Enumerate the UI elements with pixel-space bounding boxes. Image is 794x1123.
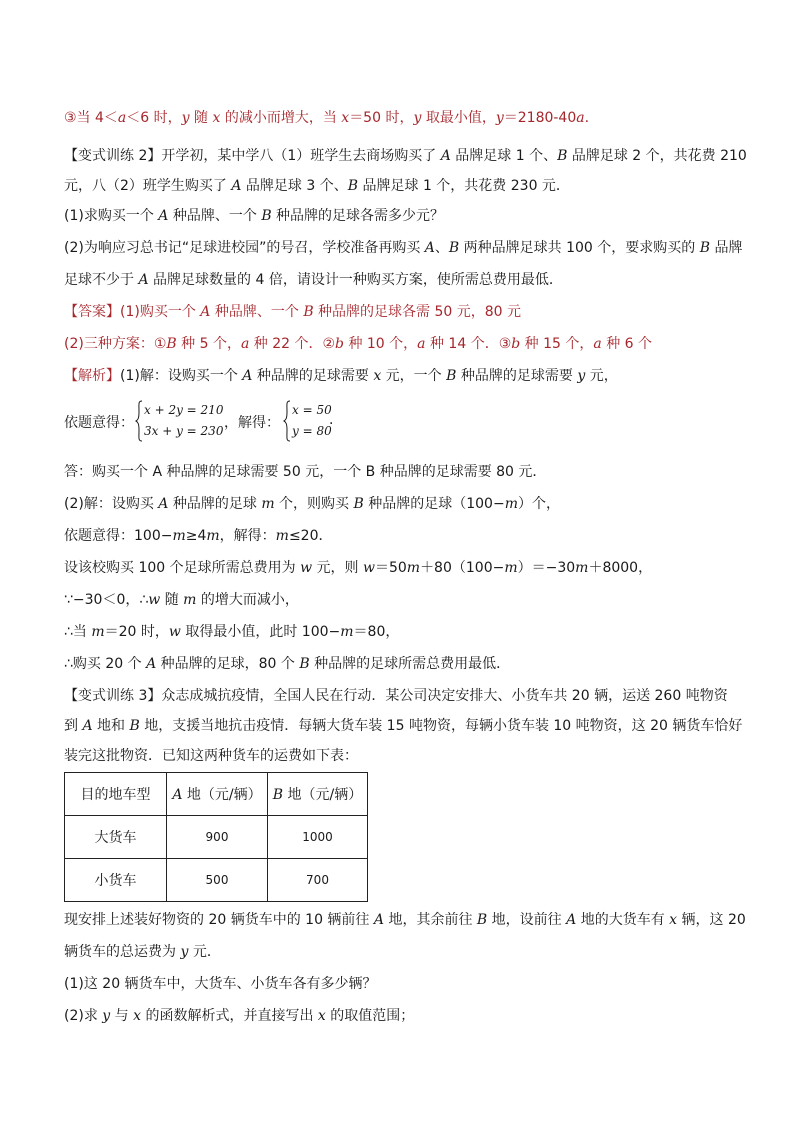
exercise-3-statement-line2: 到 A 地和 B 地，支援当地抗击疫情．每辆大货车装 15 吨物资，每辆小货车装 10 吨物资，这 20 辆货车恰好: [64, 718, 743, 734]
analysis-conclusion-1: 答：购买一个 A 种品牌的足球需要 50 元，一个 B 种品牌的足球需要 80 元．: [64, 464, 547, 480]
exercise-3-question-2: (2)求 y 与 x 的函数解析式，并直接写出 x 的取值范围；: [64, 1008, 415, 1024]
table-header-cell: B 地（元/辆）: [268, 773, 368, 816]
exercise-3-question-1: (1)这 20 辆货车中，大货车、小货车各有多少辆？: [64, 976, 377, 992]
analysis-cost-function: 设该校购买 100 个足球所需总费用为 w 元，则 w＝50m＋80（100−m）＝−30m＋8000，: [64, 560, 653, 576]
table-cell: 大货车: [65, 816, 167, 859]
answer-line-2: (2)三种方案：①B 种 5 个，a 种 22 个．②b 种 10 个，a 种 14 个．③b 种 15 个，a 种 6 个: [64, 336, 653, 352]
document-page: ③当 4＜a＜6 时，y 随 x 的减小而增大，当 x＝50 时，y 取最小值，y＝2180-40a. 【变式训练 2】开学初，某中学八（1）班学生去商场购买了 A 品牌足球 1 个、B 品牌足球 2 个，共花费 210 元，八（2）班学生购买了 A 品牌足球 3 个、B 品牌足球 1 个，共花费 230 元． (1)求购买一个 A 种品牌、一个 B 种品牌的足球各需多少元？ (2)为响应习总书记“足球进校园”的号召，学校准备再购买 A、B 两种品牌足球共 100 个，要求购买的 B 品牌 足球不少于 A 品牌足球数量的 4 倍，请设计一种购买方案，使所需总费用最低． 【答案】(1)购买一个 A 种品牌、一个 B 种品牌的足球各需 50 元，80 元 (2)三种方案：①B 种 5 个，a 种 22 个．②b 种 10 个，a 种 14 个．③b 种 15 个，a 种 6 个 【解析】(1)解：设购买一个 A 种品牌的足球需要 x 元，一个 B 种品牌的足球需要 y 元， 依题意得： x + 2y = 210 3x + y = 230 ，解得： x = 50 y = 80 . 答：购买一个 A 种品牌的足球需要 50 元，一个 B 种品牌的足球需要 80 元． (2)解：设购买 A 种品牌的足球 m 个，则购买 B 种品牌的足球（100−m）个， 依题意得：100−m≥4m，解得：m≤20． 设该校购买 100 个足球所需总费用为 w 元，则 w＝50m＋80（100−m）＝−30m＋8000， ∵−30＜0，∴w 随 m 的增大而减小， ∴当 m＝20 时，w 取得最小值，此时 100−m＝80， ∴购买 20 个 A 种品牌的足球，80 个 B 种品牌的足球所需总费用最低． 【变式训练 3】众志成城抗疫情，全国人民在行动．某公司决定安排大、小货车共 20 辆，运送 260 吨物资 到 A 地和 B 地，支援当地抗击疫情．每辆大货车装 15 吨物资，每辆小货车装 10 吨物资，这 20 辆货车恰好 装完这批物资．已知这两种货车的运费如下表： 目的地车型 A 地（元/辆） B 地（元/辆） 大货车 900 1000 小货车 500 700 现安排上述装好物资的 20 辆货车中的 10 辆前往 A 地，其余前往 B 地，设前往 A 地的大货车有 x 辆，这 20 辆货车的总运费为 y 元． (1)这 20 辆货车中，大货车、小货车各有多少辆？ (2)求 y 与 x 的函数解析式，并直接写出 x 的取值范围；: [64, 110, 747, 1024]
solution-line-case3: ③当 4＜a＜6 时，y 随 x 的减小而增大，当 x＝50 时，y 取最小值，y＝2180-40a.: [64, 110, 590, 126]
table-row: [65, 859, 368, 902]
analysis-inequality: 依题意得：100−m≥4m，解得：m≤20．: [64, 528, 333, 544]
answer-line-1: 【答案】(1)购买一个 A 种品牌、一个 B 种品牌的足球各需 50 元，80 元: [64, 304, 522, 320]
table-cell: 1000: [268, 816, 368, 859]
analysis-monotonic: ∵−30＜0，∴w 随 m 的增大而减小，: [64, 592, 299, 608]
analysis-part2-setup: (2)解：设购买 A 种品牌的足球 m 个，则购买 B 种品牌的足球（100−m）个，: [64, 496, 560, 512]
exercise-2-question-2-line2: 足球不少于 A 品牌足球数量的 4 倍，请设计一种购买方案，使所需总费用最低．: [64, 272, 563, 288]
analysis-final: ∴购买 20 个 A 种品牌的足球，80 个 B 种品牌的足球所需总费用最低．: [64, 656, 511, 672]
left-brace-icon: [135, 400, 143, 442]
exercise-3-setup-line2: 辆货车的总运费为 y 元．: [64, 944, 221, 960]
exercise-3-statement-line1: 【变式训练 3】众志成城抗疫情，全国人民在行动．某公司决定安排大、小货车共 20 辆，运送 260 吨物资: [64, 688, 728, 704]
exercise-2-statement-line2: 元，八（2）班学生购买了 A 品牌足球 3 个、B 品牌足球 1 个，共花费 230 元．: [64, 178, 570, 194]
analysis-line-1: 【解析】(1)解：设购买一个 A 种品牌的足球需要 x 元，一个 B 种品牌的足球需要 y 元，: [64, 368, 618, 384]
exercise-2-question-1: (1)求购买一个 A 种品牌、一个 B 种品牌的足球各需多少元？: [64, 208, 445, 224]
table-header-row: [65, 773, 368, 816]
table-header-cell: A 地（元/辆）: [167, 773, 268, 816]
table-cell: 900: [167, 816, 268, 859]
left-brace-icon: [283, 400, 291, 442]
table-row: [65, 816, 368, 859]
freight-fee-table: [64, 772, 368, 902]
exercise-2-question-2-line1: (2)为响应习总书记“足球进校园”的号召，学校准备再购买 A、B 两种品牌足球共 100 个，要求购买的 B 品牌: [64, 240, 743, 256]
table-cell: 700: [268, 859, 368, 902]
exercise-3-statement-line3: 装完这批物资．已知这两种货车的运费如下表：: [64, 748, 358, 764]
analysis-minimum: ∴当 m＝20 时，w 取得最小值，此时 100−m＝80，: [64, 624, 400, 640]
table-cell: 小货车: [65, 859, 167, 902]
exercise-2-statement-line1: 【变式训练 2】开学初，某中学八（1）班学生去商场购买了 A 品牌足球 1 个、B 品牌足球 2 个，共花费 210: [64, 148, 747, 164]
table-cell: 500: [167, 859, 268, 902]
table-header-cell: 目的地车型: [65, 773, 167, 816]
exercise-3-setup-line1: 现安排上述装好物资的 20 辆货车中的 10 辆前往 A 地，其余前往 B 地，设前往 A 地的大货车有 x 辆，这 20: [64, 912, 746, 928]
